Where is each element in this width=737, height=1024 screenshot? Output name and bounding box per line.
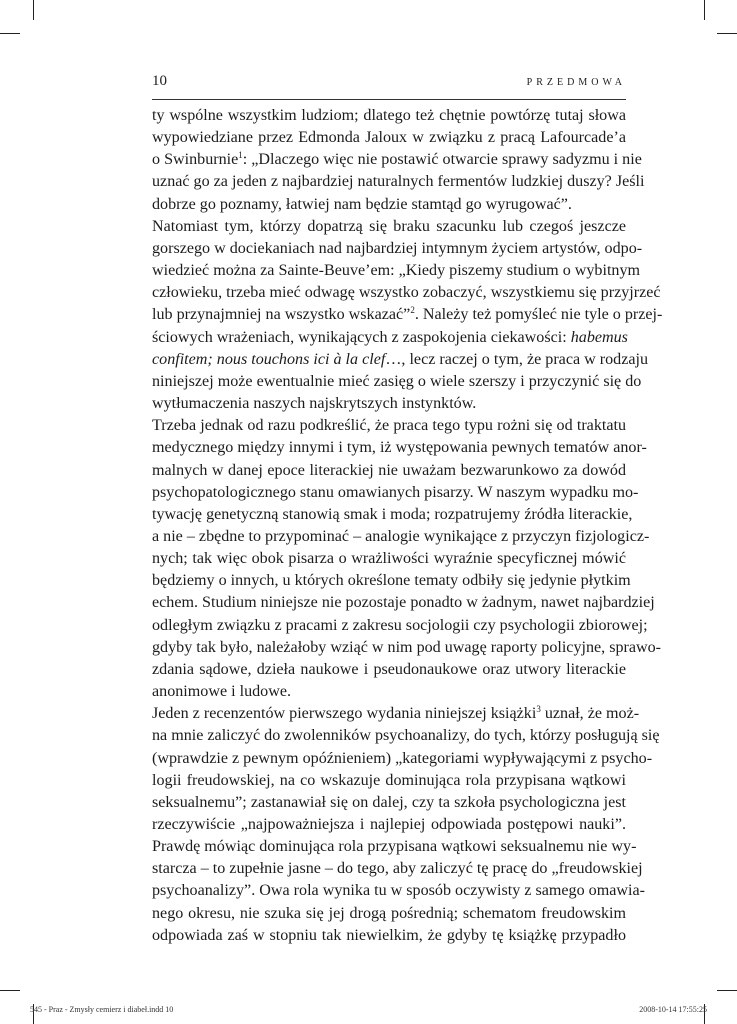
text-line xyxy=(152,260,641,282)
text-line xyxy=(152,548,626,570)
text-run: Prawdę mówiąc dominująca rola przypisana wątkowi seksualnemu nie wy- xyxy=(152,838,637,856)
text-run: na mnie zaliczyć do zwolenników psychoanalizy, do tych, którzy posługują się xyxy=(152,727,660,745)
text-line xyxy=(152,149,642,171)
text-run: dobrze go poznamy, łatwiej nam będzie stamtąd go wyrugować”. xyxy=(152,195,572,213)
text-line xyxy=(152,903,626,925)
text-run: malnych w danej epoce literackiej nie uważam bezwarunkowo za dowód xyxy=(152,461,626,479)
text-run: Natomiast tym, którzy dopatrzą się braku szacunku lub czegoś jeszcze xyxy=(152,217,626,235)
running-head: PRZEDMOWA xyxy=(526,77,626,88)
text-run: psychoanalizy”. Owa rola wynika tu w sposób oczywisty z samego omawia- xyxy=(152,882,645,900)
text-line xyxy=(152,659,626,681)
text-line xyxy=(152,748,653,770)
text-line xyxy=(152,858,643,880)
text-run: człowieku, trzeba mieć odwagę wszystko zobaczyć, wszystkiemu się przyjrzeć xyxy=(152,284,661,302)
text-run: gdyby tak było, należałoby wziąć w nim pod uwagę raporty policyjne, sprawo- xyxy=(152,638,662,656)
text-line xyxy=(152,171,645,193)
crop-mark xyxy=(33,0,34,20)
text-run: ty wspólne wszystkim ludziom; dlatego też chętnie powtórzę tutaj słowa xyxy=(152,107,626,124)
text-run: gorszego w dociekaniach nad najbardziej intymnym życiem artystów, odpo- xyxy=(152,239,643,257)
paragraph xyxy=(152,105,645,216)
crop-mark xyxy=(0,990,20,991)
text-line xyxy=(152,216,626,238)
page-number: 10 xyxy=(152,73,167,89)
body-text xyxy=(152,105,663,947)
text-line xyxy=(152,349,649,371)
text-line xyxy=(152,127,626,149)
text-run: starcza – to zupełnie jasne – do tego, aby zaliczyć tę pracę do „freudowskiej xyxy=(152,860,643,878)
text-run: nego okresu, nie szuka się jej drogą pośrednią; schematom freudowskim xyxy=(152,904,626,922)
footnote-ref: 3 xyxy=(536,704,541,715)
text-run: wiedzieć można za Sainte-Beuve’em: „Kiedy piszemy studium o wybitnym xyxy=(152,262,641,280)
text-line xyxy=(152,770,626,792)
text-line xyxy=(152,482,639,504)
text-run: logii freudowskiej, na co wskazuje dominująca rola przypisana wątkowi xyxy=(152,771,626,789)
text-run: a nie – zbędne to przypominać – analogie wynikające z przyczyn fizjologicz- xyxy=(152,527,650,545)
text-run: Trzeba jednak od razu podkreślić, że praca tego typu rożni się od traktatu xyxy=(152,417,626,435)
footer-file-info: 545 - Praz - Zmysły cemierz i diabeł.indd 10 xyxy=(30,1005,174,1014)
text-line xyxy=(152,437,647,459)
text-run: niniejszej może ewentualnie mieć zasięg o wiele szerszy i przyczynić się do xyxy=(152,372,642,390)
text-run: o Swinburnie xyxy=(152,151,239,169)
text-line xyxy=(152,570,631,592)
text-line xyxy=(152,304,663,326)
text-run: wypowiedziane przez Edmonda Jaloux w związku z pracą Lafourcade’a xyxy=(152,129,626,147)
italic-text: habemus xyxy=(570,328,628,346)
text-run: tywację genetyczną stanowią smak i moda; rozpatrujemy źródła literackie, xyxy=(152,505,633,523)
text-run: odległym związku z pracami z zakresu socjologii czy psychologii zbiorowej; xyxy=(152,616,648,634)
text-run: będziemy o innych, u których określone tematy odbiły się jedynie płytkim xyxy=(152,572,631,590)
text-run: wytłumaczenia naszych najskrytszych instynktów. xyxy=(152,395,477,413)
text-run: . Należy też pomyśleć nie tyle o przej- xyxy=(414,306,663,324)
footnote-ref: 1 xyxy=(238,150,243,161)
text-line xyxy=(152,282,661,304)
text-line xyxy=(152,393,626,415)
text-run: ściowych wrażeniach, wynikających z zaspokojenia ciekawości: xyxy=(152,328,571,346)
text-run: zdania sądowe, dzieła naukowe i pseudonaukowe oraz utwory literackie xyxy=(152,660,626,678)
text-run: lub przynajmniej na wszystko wskazać” xyxy=(152,306,411,324)
text-run: odpowiada zaś w stopniu tak niewielkim, że gdyby tę książkę przypadło xyxy=(152,926,626,944)
text-line xyxy=(152,880,645,902)
header-rule xyxy=(152,99,626,100)
crop-mark xyxy=(704,0,705,20)
page-header xyxy=(152,70,626,100)
text-line xyxy=(152,238,643,260)
crop-mark xyxy=(0,33,20,34)
italic-text: confitem; nous touchons ici à la clef xyxy=(152,350,386,368)
text-run: uznał, że moż- xyxy=(540,705,640,723)
text-run: Jeden z recenzentów pierwszego wydania niniejszej książki xyxy=(152,705,537,723)
text-run: medycznego między innymi i tym, iż występowania pewnych tematów anor- xyxy=(152,439,647,457)
text-run: uznać go za jeden z najbardziej naturalnych fermentów ludzkiej duszy? Jeśli xyxy=(152,173,645,191)
text-line xyxy=(152,592,655,614)
text-line xyxy=(152,194,626,216)
text-line xyxy=(152,792,626,814)
text-line xyxy=(152,637,662,659)
text-line xyxy=(152,814,626,836)
footnote-ref: 2 xyxy=(410,305,415,316)
text-run: nych; tak więc obok pisarza o wrażliwości wyraźnie specyficznej mówić xyxy=(152,550,626,568)
paragraph xyxy=(152,703,660,947)
text-line xyxy=(152,415,626,437)
text-run: psychopatologicznego stanu omawianych pisarzy. W naszym wypadku mo- xyxy=(152,483,639,501)
crop-mark xyxy=(717,33,737,34)
footer-timestamp: 2008-10-14 17:55:25 xyxy=(639,1005,707,1014)
text-line xyxy=(152,105,626,127)
text-run: echem. Studium niniejsze nie pozostaje ponadto w żadnym, nawet najbardziej xyxy=(152,594,655,612)
text-line xyxy=(152,504,633,526)
text-line xyxy=(152,327,626,349)
text-run: (wprawdzie z pewnym opóźnieniem) „kategoriami wypływającymi z psycho- xyxy=(152,749,653,767)
text-run: …, lecz raczej o tym, że praca w rodzaju xyxy=(385,350,649,368)
text-run: rzeczywiście „najpoważniejsza i najlepiej odpowiada postępowi nauki”. xyxy=(152,816,626,833)
text-line xyxy=(152,703,640,725)
text-line xyxy=(152,925,626,947)
text-run: anonimowe i ludowe. xyxy=(152,683,292,701)
text-line xyxy=(152,681,626,703)
text-run: : „Dlaczego więc nie postawić otwarcie sprawy sadyzmu i nie xyxy=(242,151,642,169)
text-run: seksualnemu”; zastanawiał się on dalej, czy ta szkoła psychologiczna jest xyxy=(152,793,626,811)
text-line xyxy=(152,615,648,637)
paragraph xyxy=(152,216,663,415)
paragraph xyxy=(152,415,662,703)
text-line xyxy=(152,371,642,393)
text-line xyxy=(152,460,626,482)
text-line xyxy=(152,526,650,548)
text-line xyxy=(152,836,637,858)
crop-mark xyxy=(717,990,737,991)
text-line xyxy=(152,725,660,747)
